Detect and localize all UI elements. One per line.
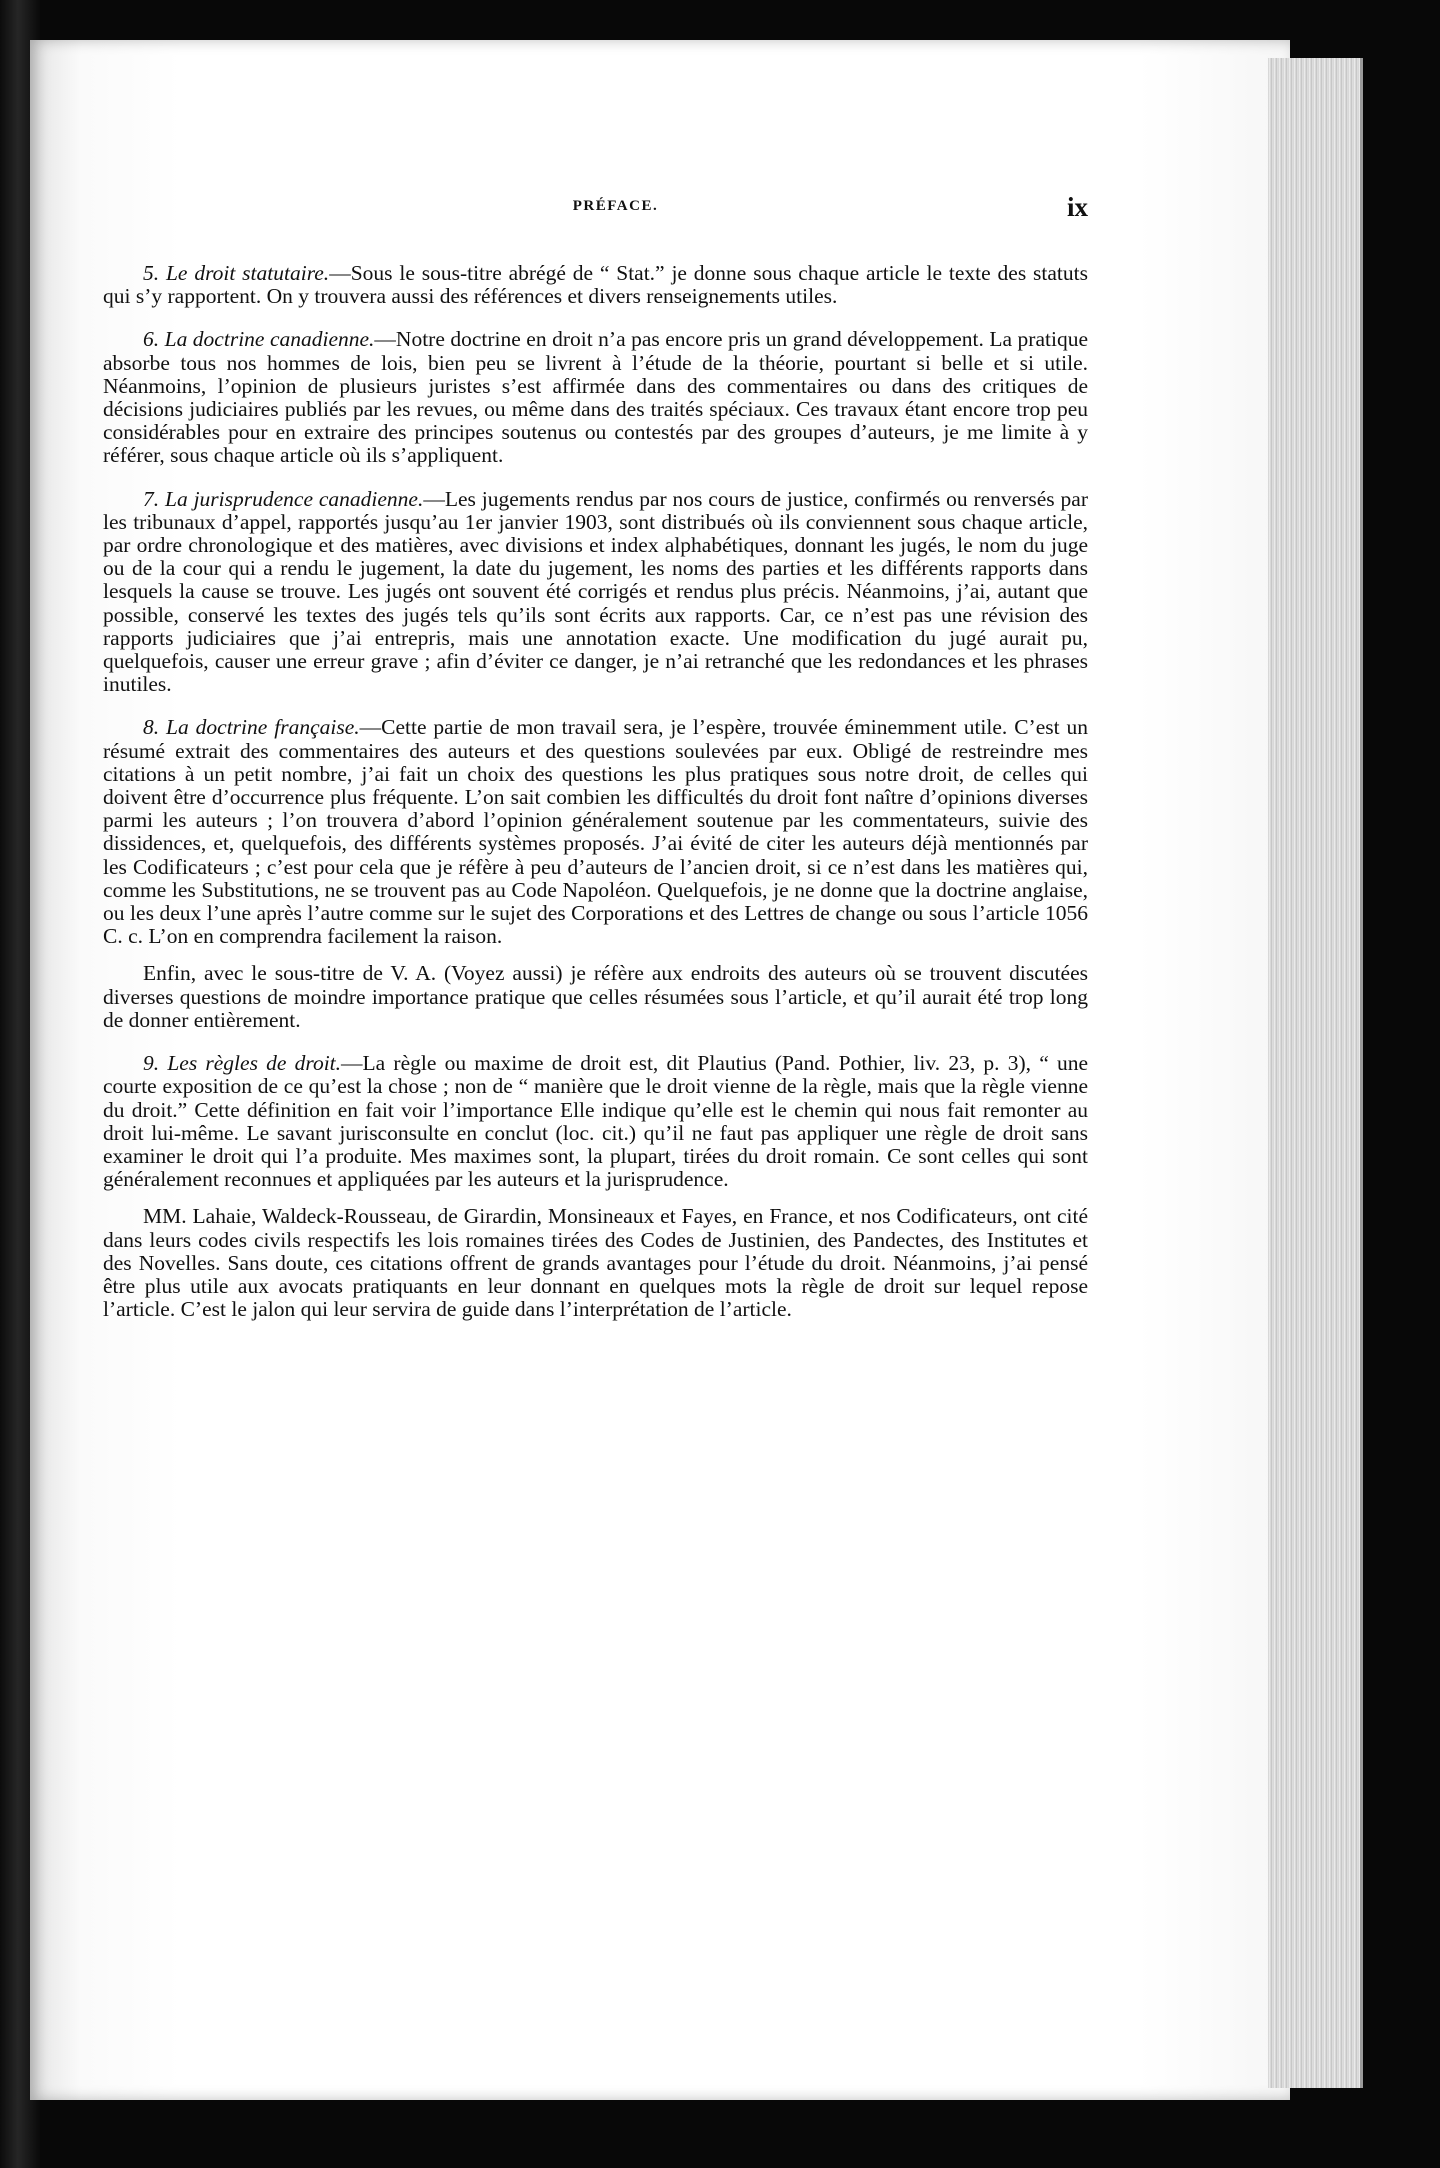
paragraph-9-rules-of-law <box>103 1052 1088 1191</box>
paragraph-text: —Les jugements rendus par nos cours de justice, confirmés ou renversés par les tribunaux d’appel, rapportés jusqu’au 1er janvier 1903, sont distribués où ils conviennent sous chaque article, par ordre chronologique et des matières, avec divisions et index alphabétiques, donnant les jugés, le nom du juge ou de la cour qui a rendu le jugement, la date du jugement, les noms des parties et les différents rapports dans lesquels la cause se trouve. Les jugés ont souvent été corrigés et rendus plus précis. Néanmoins, j’ai, autant que possible, conservé les textes des jugés tels qu’ils sont écrits aux rapports. Car, ce n’est pas une révision des rapports judiciaires que j’ai entrepris, mais une annotation exacte. Une modification du jugé aurait pu, quelquefois, causer une erreur grave ; afin d’éviter ce danger, je n’ai retranché que les redondances et les phrases inutiles. <box>103 486 1088 697</box>
page-stack-edge <box>1268 58 1363 2088</box>
paragraph-8-continuation <box>103 962 1088 1032</box>
paragraph-text: —Sous le sous-titre abrégé de “ Stat.” je donne sous chaque article le texte des statuts qui s’y rapportent. On y trouvera aussi des références et divers renseignements utiles. <box>103 261 1088 309</box>
paragraph-text: —Cette partie de mon travail sera, je l’espère, trouvée éminemment utile. C’est un résumé extrait des commentaires des auteurs et des questions soulevées par eux. Obligé de restreindre mes citations à un petit nombre, j’ai fait un choix des questions les plus pratiques sous notre droit, de celles qui doivent être d’occurrence plus fréquente. L’on sait combien les difficultés du droit font naître d’opinions diverses parmi les auteurs ; l’on trouvera d’abord l’opinion généralement soutenue par les commentateurs, suivie des dissidences, et, quelquefois, des différents systèmes proposés. J’ai évité de citer les auteurs déjà mentionnés par les Codificateurs ; c’est pour cela que je réfère à peu d’auteurs de l’ancien droit, si ce n’est dans les matières qui, comme les Substitutions, ne se trouvent pas au Code Napoléon. Quelquefois, je ne donne que la doctrine anglaise, ou les deux l’une après l’autre comme sur le sujet des Corporations et des Lettres de change ou sous l’article 1056 C. c. L’on en comprendra facilement la raison. <box>103 715 1088 949</box>
paragraph-8-french-doctrine <box>103 716 1088 948</box>
paragraph-title: 9. Les règles de droit. <box>143 1051 342 1076</box>
page-header <box>103 192 1088 242</box>
paragraph-5-statutory-law <box>103 262 1088 308</box>
paragraph-title: 7. La jurisprudence canadienne. <box>143 486 424 511</box>
page-content <box>103 192 1088 1341</box>
running-title: PRÉFACE. <box>572 198 659 214</box>
paragraph-text: MM. Lahaie, Waldeck-Rousseau, de Girardin, Monsineaux et Fayes, en France, et nos Codificateurs, ont cité dans leurs codes civils respectifs les lois romaines tirées des Codes de Justinien, des Pandectes, des Institutes et des Novelles. Sans doute, ces citations offrent de grands avantages pour l’étude du droit. Néanmoins, j’ai pensé être plus utile aux avocats pratiquants en leur donnant en quelques mots la règle de droit sur lequel repose l’article. C’est le jalon qui leur servira de guide dans l’interprétation de l’article. <box>103 1204 1088 1322</box>
paragraph-7-canadian-jurisprudence <box>103 488 1088 697</box>
paragraph-title: 6. La doctrine canadienne. <box>143 327 375 352</box>
page-number: ix <box>1066 192 1088 222</box>
paragraph-text: Enfin, avec le sous-titre de V. A. (Voyez aussi) je réfère aux endroits des auteurs où se trouvent discutées diverses questions de moindre importance pratique que celles résumées sous l’article, et qu’il aurait été trop long de donner entièrement. <box>103 961 1088 1032</box>
paragraph-6-canadian-doctrine <box>103 328 1088 467</box>
paragraph-title: 8. La doctrine française. <box>143 715 360 740</box>
paragraph-9-continuation <box>103 1205 1088 1321</box>
paragraph-title: 5. Le droit statutaire. <box>143 261 330 285</box>
paragraph-text: —Notre doctrine en droit n’a pas encore pris un grand développement. La pratique absorbe tous nos hommes de lois, bien peu se livrent à l’étude de la théorie, pourtant si belle et si utile. Néanmoins, l’opinion de plusieurs juristes s’est affirmée dans des commentaires ou dans des critiques de décisions judiciaires publiés par les revues, ou même dans des traités spéciaux. Ces travaux étant encore trop peu considérables pour en extraire des principes soutenus ou contestés par des groupes d’auteurs, je me limite à y référer, sous chaque article où ils s’appliquent. <box>103 327 1088 468</box>
paragraph-text: —La règle ou maxime de droit est, dit Plautius (Pand. Pothier, liv. 23, p. 3), “ une courte exposition de ce qu’est la chose ; non de “ manière que le droit vienne de la règle, mais que la règle vienne du droit.” Cette définition en fait voir l’importance Elle indique qu’elle est le chemin qui nous fait remonter au droit lui-même. Le savant jurisconsulte en conclut (loc. cit.) qu’il ne faut pas appliquer une règle de droit sans examiner le droit qui l’a produite. Mes maximes sont, la plupart, tirées du droit romain. Ce sont celles qui sont généralement reconnues et appliquées par les auteurs et la jurisprudence. <box>103 1051 1088 1192</box>
